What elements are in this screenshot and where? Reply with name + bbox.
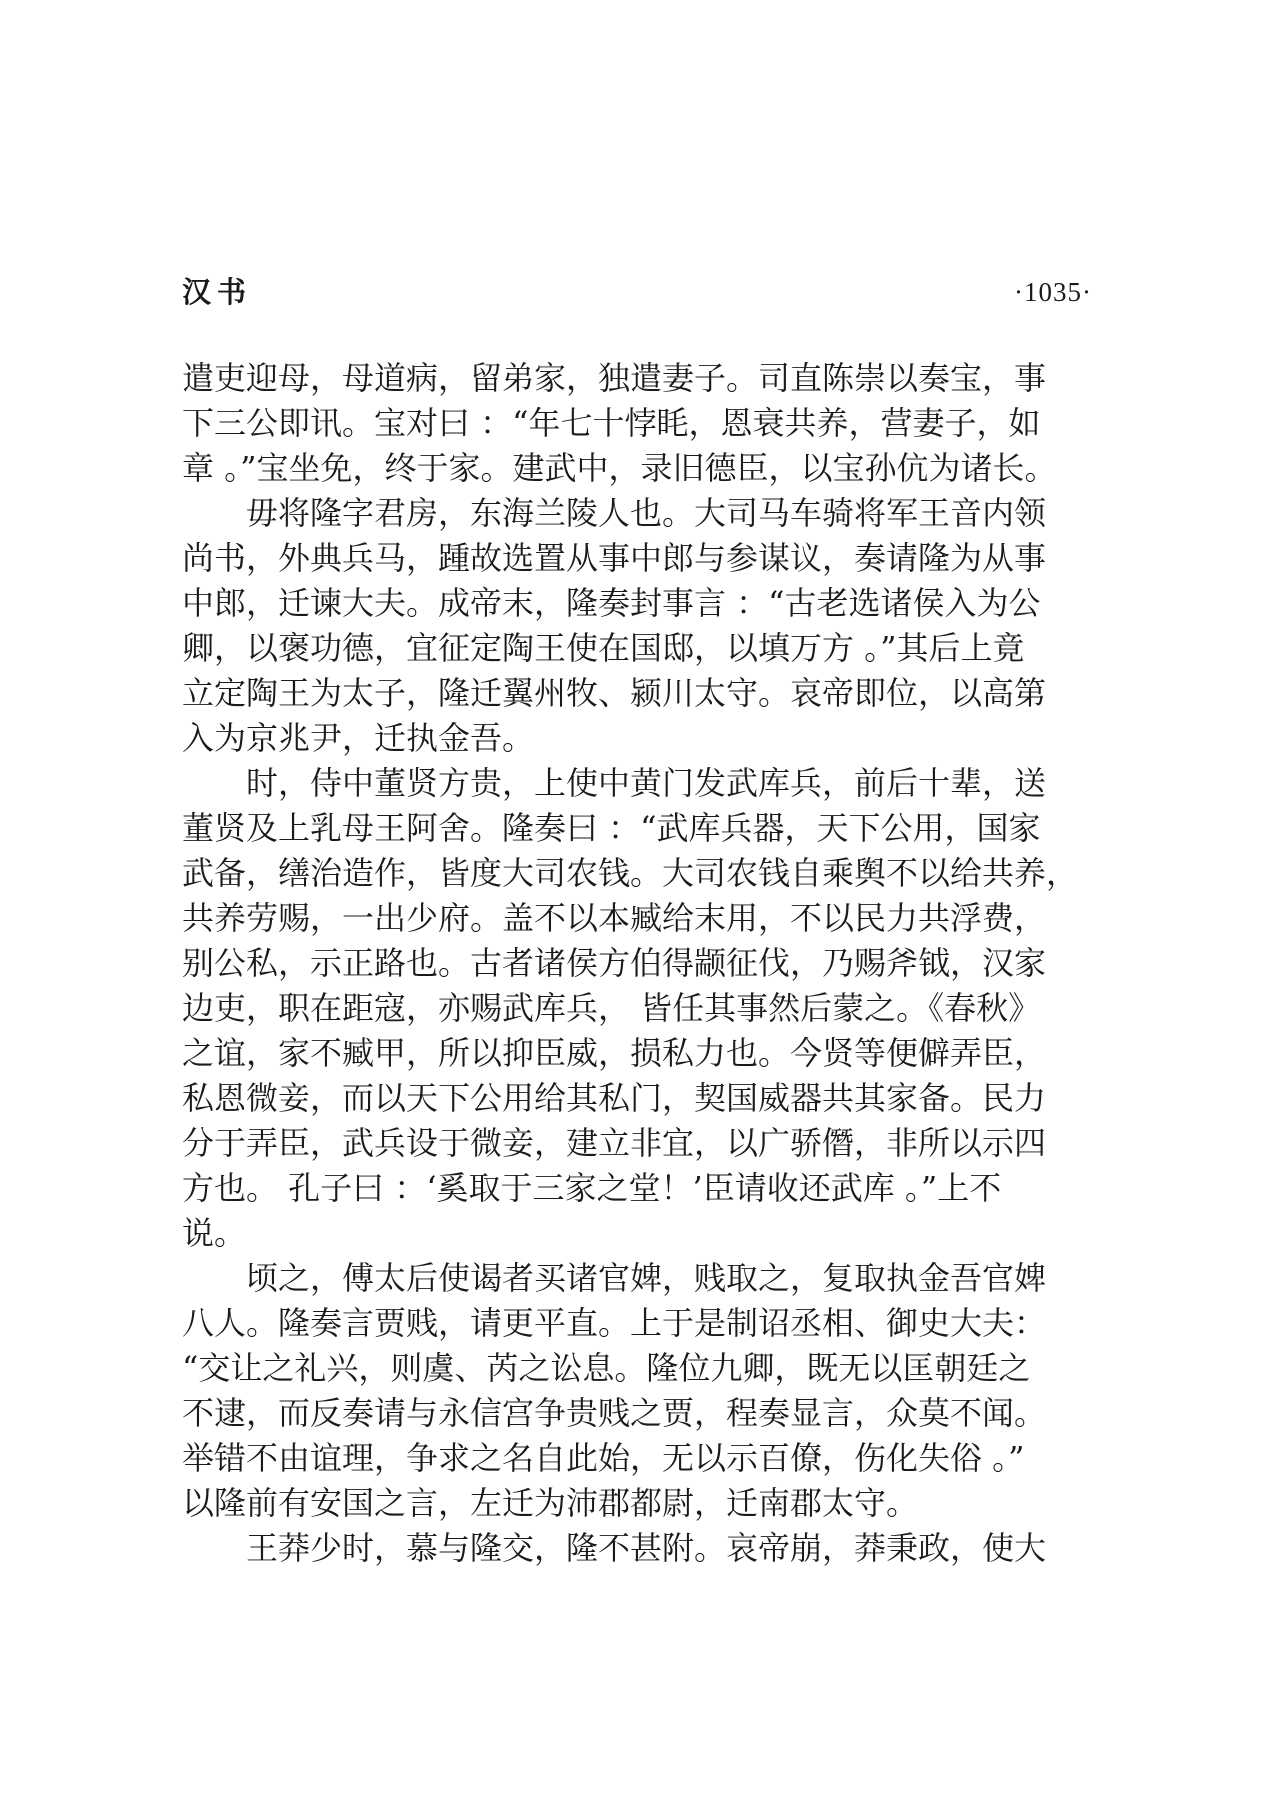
text-line: 卿，以褒功德，宜征定陶王使在国邸，以填万方 。”其后上竟 [182,629,1025,667]
text-line: 说。 [182,1214,247,1252]
text-line: 时，侍中董贤方贵，上使中黄门发武库兵，前后十辈，送 [246,764,1047,802]
text-line: 以隆前有安国之言，左迁为沛郡都尉，迁南郡太守。 [182,1484,919,1522]
text-line: 之谊，家不臧甲，所以抑臣威，损私力也。今贤等便僻弄臣， [182,1034,1047,1072]
body-text [182,356,1092,1571]
text-line: 边吏，职在距寇，亦赐武库兵， 皆任其事然后蒙之。《春秋》 [182,989,1041,1027]
text-line: 别公私，示正路也。古者诸侯方伯得颛征伐，乃赐斧钺，汉家 [182,944,1047,982]
text-line: 中郎，迁谏大夫。成帝末，隆奏封事言 ：“古老选诸侯入为公 [182,584,1041,622]
text-line: 八人。隆奏言贾贱，请更平直。上于是制诏丞相、御史大夫： [182,1304,1047,1342]
page-number: ·1035· [1014,277,1092,307]
text-line: 王莽少时，慕与隆交，隆不甚附。哀帝崩，莽秉政，使大 [246,1529,1047,1567]
text-line: 立定陶王为太子，隆迁翼州牧、颍川太守。哀帝即位，以高第 [182,674,1047,712]
text-line: 武备，缮治造作，皆度大司农钱。大司农钱自乘舆不以给共养， [182,854,1079,892]
text-line: 遣吏迎母，母道病，留弟家，独遣妻子。司直陈崇以奏宝，事 [182,359,1047,397]
text-line: 共养劳赐，一出少府。盖不以本臧给末用，不以民力共浮费， [182,899,1047,937]
text-line: 不逮，而反奏请与永信宫争贵贱之贾，程奏显言，众莫不闻。 [182,1394,1047,1432]
text-line: 董贤及上乳母王阿舍。隆奏曰 ：“武库兵器，天下公用，国家 [182,809,1041,847]
text-line: 方也。 孔子曰 ：‘奚取于三家之堂！’臣请收还武库 。”上不 [182,1169,1002,1207]
running-header [182,270,1092,314]
text-line: 尚书，外典兵马，踵故选置从事中郎与参谋议，奏请隆为从事 [182,539,1047,577]
text-line: 下三公即讯。宝对曰 ：“年七十悖眊，恩衰共养，营妻子，如 [182,404,1041,442]
text-line: 举错不由谊理，争求之名自此始，无以示百僚，伤化失俗 。” [182,1439,1025,1477]
text-line: 章 。”宝坐免，终于家。建武中，录旧德臣，以宝孙伉为诸长。 [182,449,1057,487]
book-title: 汉书 [182,275,253,309]
text-line: 毋将隆字君房，东海兰陵人也。大司马车骑将军王音内领 [246,494,1047,532]
text-line: 分于弄臣，武兵设于微妾，建立非宜，以广骄僭，非所以示四 [182,1124,1047,1162]
text-line: 入为京兆尹，迁执金吾。 [182,719,535,757]
text-line: “交让之礼兴，则虞、芮之讼息。隆位九卿，既无以匡朝廷之 [182,1349,1031,1387]
text-line: 顷之，傅太后使谒者买诸官婢，贱取之，复取执金吾官婢 [246,1259,1047,1297]
text-line: 私恩微妾，而以天下公用给其私门，契国威器共其家备。民力 [182,1079,1047,1117]
